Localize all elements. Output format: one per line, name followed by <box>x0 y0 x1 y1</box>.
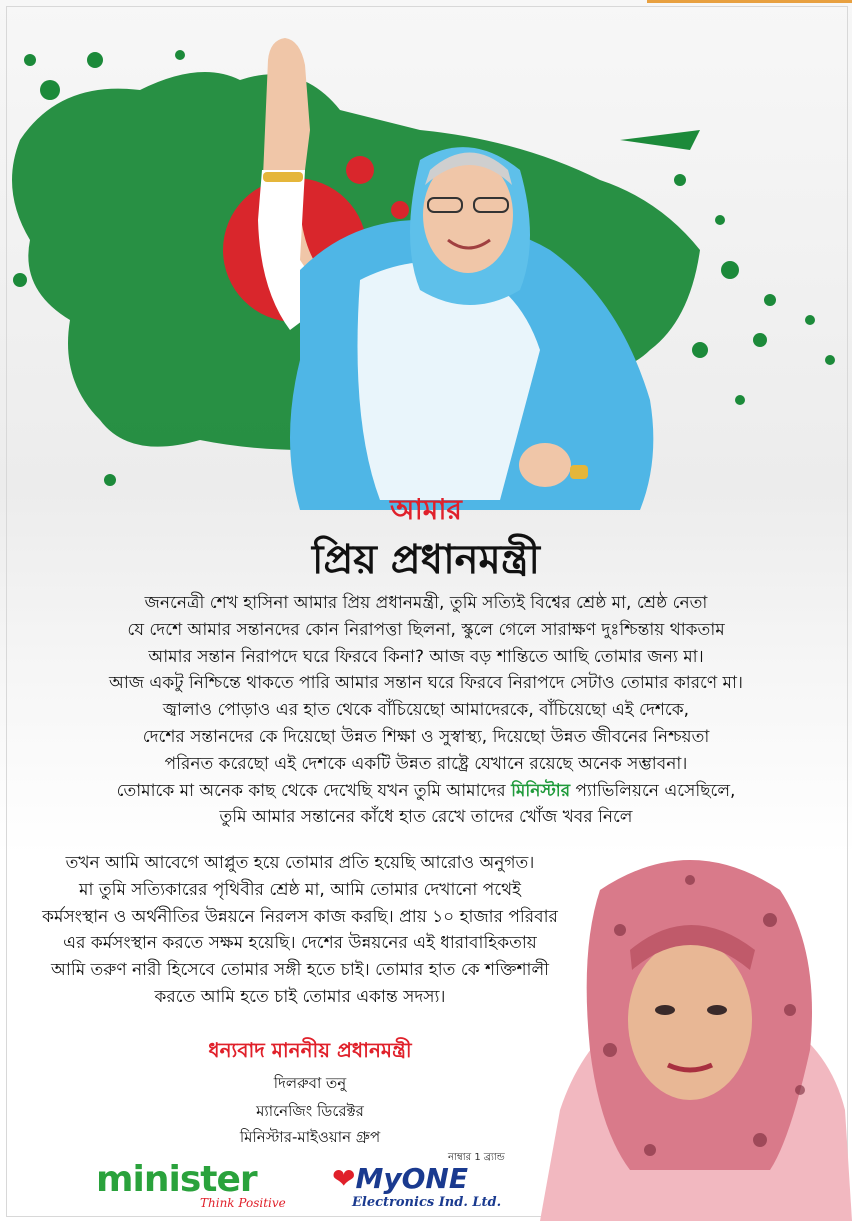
hero-illustration <box>0 20 852 520</box>
myone-logo <box>330 1150 520 1212</box>
body-line: দেশের সন্তানদের কে দিয়েছো উন্নত শিক্ষা ও সুস্বাস্থ্য, দিয়েছো উন্নত জীবনের নিশ্চয়তা <box>142 726 710 747</box>
body-line: এর কর্মসংস্থান করতে সক্ষম হয়েছি। দেশের উন্নয়নের এই ধারাবাহিকতায় <box>63 933 537 954</box>
myone-wordmark <box>332 1162 468 1195</box>
signatory-portrait <box>540 850 852 1221</box>
myone-word: MyONE <box>355 1162 468 1195</box>
signature-title: ম্যানেজিং ডিরেক্টর <box>256 1102 364 1120</box>
body-line: আমি তরুণ নারী হিসেবে তোমার সঙ্গী হতে চাই। তোমার হাত কে শক্তিশালী <box>51 960 549 981</box>
minister-highlight: মিনিস্টার <box>511 780 571 801</box>
body-line: আজ একটু নিশ্চিন্তে থাকতে পারি আমার সন্তান ঘরে ফিরবে নিরাপদে সেটাও তোমার কারণে মা। <box>108 673 744 694</box>
headline-small: আমার <box>390 493 462 526</box>
pavilion-text-before: তোমাকে মা অনেক কাছ থেকে দেখেছি যখন তুমি আমাদের <box>116 780 512 801</box>
headline-large: প্রিয় প্রধানমন্ত্রী <box>312 536 540 583</box>
thanks-line: ধন্যবাদ মাননীয় প্রধানমন্ত্রী <box>208 1038 412 1062</box>
pavilion-text-after: প্যাভিলিয়নে এসেছিলে, <box>570 780 736 801</box>
body-line: জননেত্রী শেখ হাসিনা আমার প্রিয় প্রধানমন্ত্রী, তুমি সত্যিই বিশ্বের শ্রেষ্ঠ মা, শ্রেষ্ঠ নেতা <box>144 593 708 613</box>
flag-splash-figure-image <box>0 20 852 520</box>
signature-company: মিনিস্টার-মাইওয়ান গ্রুপ <box>239 1128 381 1146</box>
body-line: তুমি আমার সন্তানের কাঁধে হাত রেখে তাদের খোঁজ খবর নিলে <box>219 807 633 828</box>
body-line: জ্বালাও পোড়াও এর হাত থেকে বাঁচিয়েছো আমাদেরকে, বাঁচিয়েছো এই দেশকে, <box>162 700 690 721</box>
body-line-pavilion <box>28 778 824 805</box>
body-line: মা তুমি সত্যিকারের পৃথিবীর শ্রেষ্ঠ মা, আমি তোমার দেখানো পথেই <box>79 879 521 900</box>
minister-tagline: Think Positive <box>200 1196 286 1210</box>
minister-wordmark: minister <box>96 1159 257 1200</box>
minister-logo <box>96 1160 292 1215</box>
body-line: যে দেশে আমার সন্তানদের কোন নিরাপত্তা ছিলনা, স্কুলে গেলে সারাক্ষণ দুঃশ্চিন্তায় থাকতাম <box>127 619 725 640</box>
body-line: পরিনত করেছো এই দেশকে একটি উন্নত রাষ্ট্রে যেখানে রয়েছে অনেক সম্ভাবনা। <box>164 753 688 774</box>
top-accent-bar <box>647 0 852 3</box>
body-line: তখন আমি আবেগে আপ্লুত হয়ে তোমার প্রতি হয়েছি আরোও অনুগত। <box>65 853 535 873</box>
heart-icon: ❤ <box>332 1162 356 1195</box>
portrait-image <box>540 850 852 1221</box>
body-line: করতে আমি হতে চাই তোমার একান্ত সদস্য। <box>154 986 446 1007</box>
body-line: আমার সন্তান নিরাপদে ঘরে ফিরবে কিনা? আজ বড় শান্তিতে আছি তোমার জন্য মা। <box>148 646 704 667</box>
body-line: কর্মসংস্থান ও অর্থনীতির উন্নয়নে নিরলস কাজ করছি। প্রায় ১০ হাজার পরিবার <box>42 906 558 927</box>
signature-name: দিলরুবা তনু <box>273 1074 347 1092</box>
letter-body-top <box>28 590 824 831</box>
letter-body-bottom <box>40 850 560 1011</box>
myone-badge: নাম্বার 1 ব্র্যান্ড <box>448 1152 505 1163</box>
myone-subtitle: Electronics Ind. Ltd. <box>352 1195 502 1210</box>
